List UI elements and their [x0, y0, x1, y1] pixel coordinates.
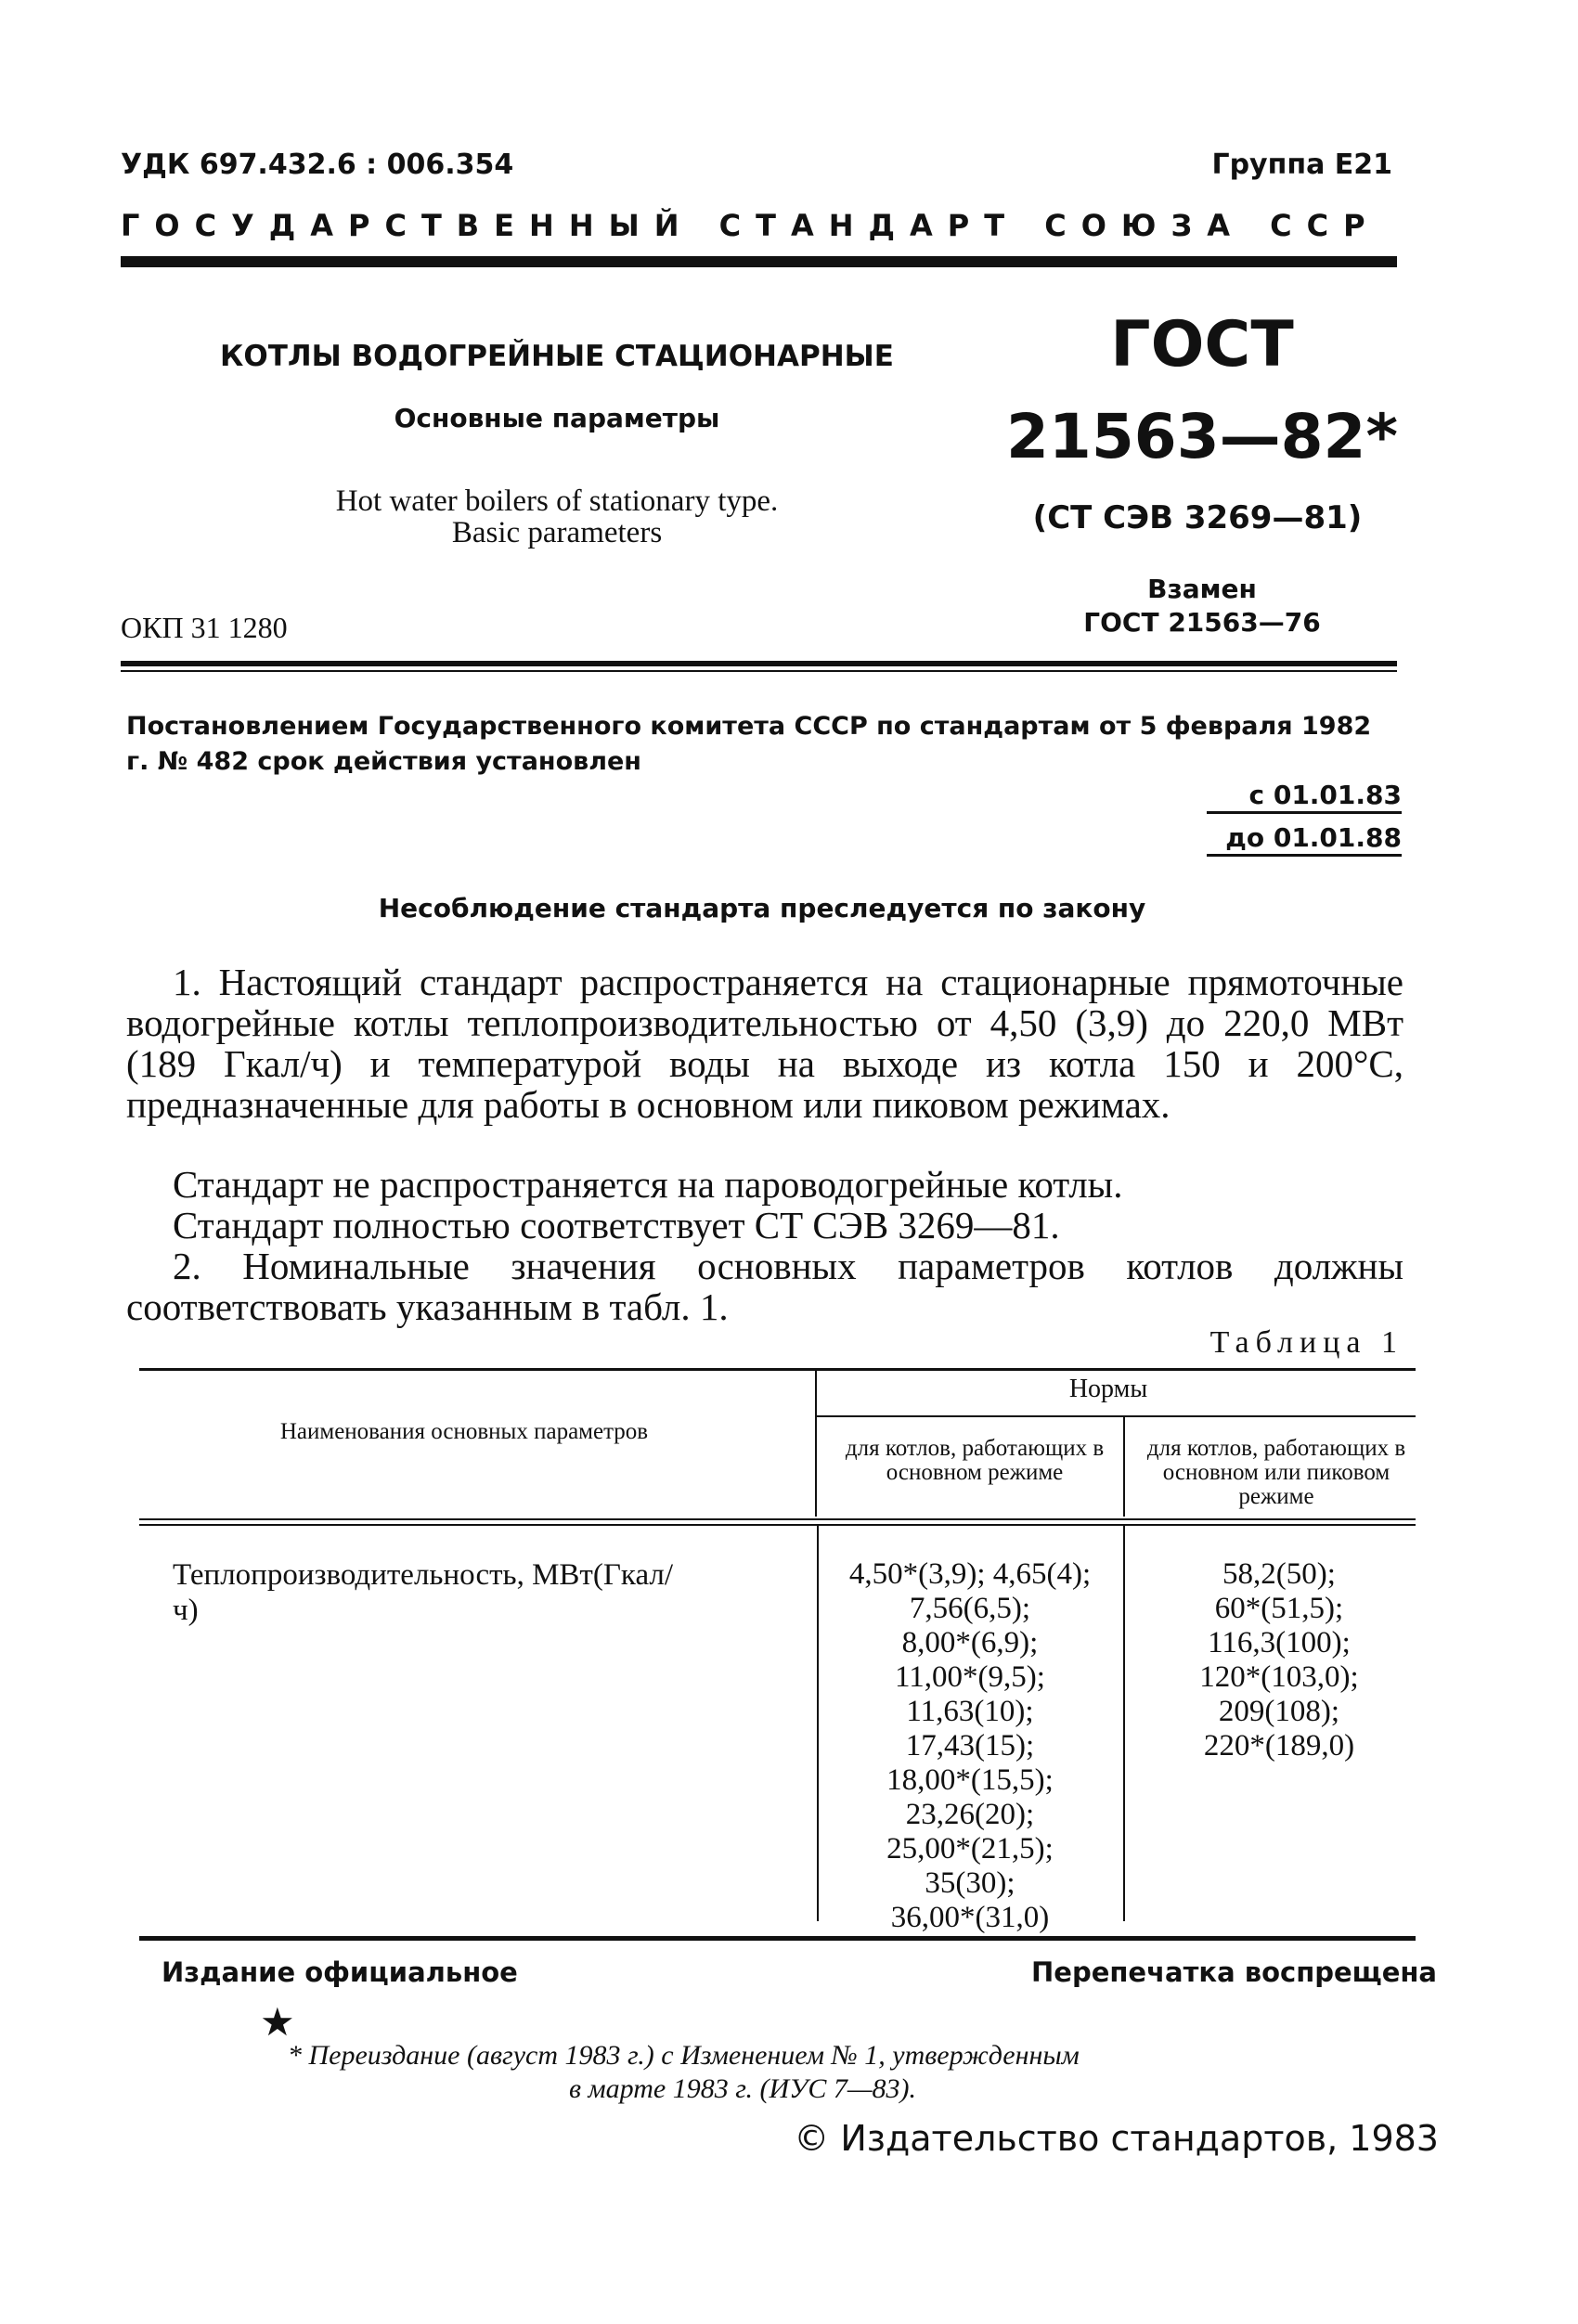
effective-from-date: с 01.01.83: [1248, 780, 1402, 810]
union-standard-title: ГОСУДАРСТВЕННЫЙ СТАНДАРТ СОЮЗА ССР: [121, 208, 1380, 243]
reprint-prohibited-label: Перепечатка воспрещена: [1031, 1956, 1437, 1988]
main-mode-values: 4,50*(3,9); 4,65(4); 7,56(6,5); 8,00*(6,9); 11,00*(9,5); 11,63(10); 17,43(15); 18,00*(15,5); 23,26(20); 25,00*(21,5); 35(30); 36,00*(31,0): [848, 1557, 1092, 1934]
paragraph-1: 1. Настоящий стандарт распространяется на стационарные прямоточные водогрейные котлы теплопроизводительностью от 4,50 (3,9) до 220,0 МВт (189 Гкал/ч) и температурой воды на выходе из котла 150 и 200°С, предназначенные для работы в основном или пиковом режимах.: [126, 961, 1403, 1126]
violation-notice: Несоблюдение стандарта преследуется по закону: [378, 893, 1146, 923]
paragraph-2: Стандарт не распространяется на пароводогрейные котлы.: [173, 1163, 1123, 1206]
official-edition-label: Издание официальное: [162, 1956, 518, 1988]
table-bottom-rule: [139, 1936, 1416, 1941]
paragraph-3: Стандарт полностью соответствует СТ СЭВ 3269—81.: [173, 1204, 1060, 1246]
udk-code: УДК 697.432.6 : 006.354: [121, 148, 514, 181]
date-from-underline: [1207, 811, 1402, 814]
table-caption: Таблица 1: [1209, 1325, 1403, 1360]
reissue-note-line2: в марте 1983 г. (ИУС 7—83).: [568, 2073, 917, 2104]
header-thick-rule: [121, 256, 1397, 267]
replaced-gost: ГОСТ 21563—76: [1083, 607, 1321, 638]
title-block-rule: [121, 661, 1397, 666]
okp-code: ОКП 31 1280: [121, 611, 288, 644]
publisher-copyright: © Издательство стандартов, 1983: [794, 2118, 1439, 2159]
replaces-label: Взамен: [1147, 574, 1257, 604]
table-header-rule-1: [139, 1518, 1416, 1520]
english-title-line2: Basic parameters: [451, 516, 663, 549]
english-title-line1: Hot water boilers of stationary type.: [335, 484, 779, 518]
group-code: Группа Е21: [1211, 148, 1392, 181]
header-norms: Нормы: [1068, 1375, 1148, 1403]
header-peak-mode: для котлов, работающих в основном или пиковом режиме: [1146, 1436, 1406, 1509]
peak-mode-values: 58,2(50); 60*(51,5); 116,3(100); 120*(103,0); 209(108); 220*(189,0): [1199, 1557, 1359, 1762]
table-body-divider-2: [1123, 1526, 1125, 1921]
star-icon: ★: [260, 2002, 295, 2045]
gost-label: ГОСТ: [1110, 308, 1294, 381]
norms-underline: [817, 1415, 1416, 1417]
table-top-rule: [139, 1368, 1416, 1371]
table-header-rule-2: [139, 1524, 1416, 1526]
document-title: КОТЛЫ ВОДОГРЕЙНЫЕ СТАЦИОНАРНЫЕ: [220, 340, 894, 373]
paragraph-4: 2. Номинальные значения основных параметров котлов должны соответствовать указанным в табл. 1.: [126, 1245, 1403, 1328]
header-parameter-names: Наименования основных параметров: [279, 1419, 649, 1444]
reissue-note-line1: * Переиздание (август 1983 г.) с Изменением № 1, утвержденным: [288, 2040, 1080, 2071]
effective-to-date: до 01.01.88: [1225, 822, 1402, 853]
table-header-divider-2: [1123, 1417, 1125, 1517]
decree-text: Постановлением Государственного комитета СССР по стандартам от 5 февраля 1982 г. № 482 срок действия установлен: [126, 712, 1372, 776]
row-heat-output-label: Теплопроизводительность, МВт(Гкал/ч): [173, 1558, 674, 1627]
title-block-rule-thin: [121, 670, 1397, 672]
document-subtitle: Основные параметры: [394, 403, 720, 433]
gost-number: 21563—82*: [1006, 401, 1398, 472]
st-sev-reference: (СТ СЭВ 3269—81): [1032, 499, 1363, 536]
header-main-mode: для котлов, работающих в основном режиме: [845, 1436, 1105, 1485]
date-to-underline: [1207, 854, 1402, 857]
